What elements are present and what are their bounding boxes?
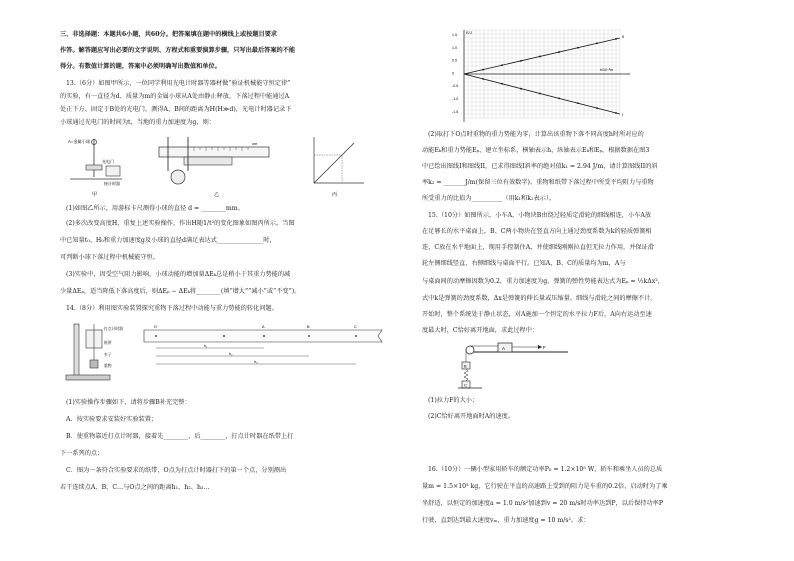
graph-line-i-label: I (622, 112, 624, 117)
q15-label-f: F (543, 345, 546, 350)
q15-sub1: (1)拉力F的大小； (428, 397, 479, 404)
q14-cont-line2: 动能Eₖ和重力势能Eₚ，建立坐标系，横轴表示h，纵轴表示Eₖ和Eₚ，根据数据在图3 (422, 147, 650, 154)
q14-step-a: A．按实验要求安装好实验装置； (66, 416, 158, 423)
q14-weight-label: 重物 (104, 364, 112, 368)
q14-pt-b: B (307, 325, 310, 329)
section-header-line1: 三、非选择题：本题共6小题，共60分。把答案填在题中的横线上或按题目要求 (60, 31, 278, 38)
q14-h2: h₂ (229, 352, 233, 356)
q13-line1: 13.（6分）如图甲所示，一位同学利用光电计时器等器材做“验证机械能守恒定律” (66, 80, 291, 87)
graph-data-point (615, 38, 617, 40)
graph-y-tick-label: 1.5 (452, 33, 457, 37)
right-column (422, 0, 760, 561)
graph-y-label: E/J (466, 30, 472, 35)
graph-y-ticks (452, 33, 458, 114)
q13-line3: 处正下方、固定于B处的光电门，测得A、B间的距离为H(H≫d)，光电计时器记录下 (60, 106, 292, 113)
q14-cont-line1: (2)取打下O点时重物的重力势能为零，计算出该重物下落不同高度h时所对应的 (428, 131, 644, 138)
q13-fig-jia (68, 138, 122, 198)
q15-line5: 与桌面间的动摩擦因数为0.2，重力加速度为g，弹簧的弹性势能表达式为Eₚ = ½kΔx²， (422, 278, 664, 285)
graph-data-point (482, 69, 484, 71)
q16-line3: 坐舒适，以恒定的加速度a = 1.0 m/s²加速到v = 20 m/s时功率达到P，以后保持功率P (422, 500, 664, 507)
graph-x-label: h/10⁻²m (600, 68, 614, 72)
graph-data-point (596, 107, 598, 109)
q14-tape (144, 325, 382, 364)
q13-gate-label: 光电门 (102, 159, 114, 164)
q14-step-intro: (1)实验操作步骤如下，请将步骤B补充完整： (66, 399, 191, 406)
q16-line1: 16.（10分）一辆小型家用轿车的额定功率P₀ = 1.2×10⁵ W，轿车和乘坐人员的总质 (428, 466, 663, 473)
graph-y-tick-label: -1.5 (452, 109, 459, 114)
q14-h3: h₃ (254, 360, 258, 364)
q13-sub2c: 可判断小球下落过程中机械能守恒。 (60, 254, 159, 261)
q13-ball-label: A○金属小球 (68, 139, 91, 144)
q14-step-c2: 若干连续点A、B、C…与O点之间的距离h₁、h₂、h₃… (60, 484, 210, 491)
graph-line-ii-label: II (622, 34, 625, 39)
q13-figure (64, 133, 374, 201)
q14-pt-a: A (262, 325, 265, 329)
q14-step-c1: C．图为一条符合实验要求的纸带，O点为打点计时器打下的第一个点，分别测出 (66, 467, 287, 474)
section-header-line2: 作答。解答题应写出必要的文字说明、方程式和重要演算步骤，只写出最后答案的不能 (60, 47, 296, 54)
graph-y-tick-label: -1.0 (452, 97, 459, 101)
q14-paper-label: 纸带 (104, 341, 112, 345)
section-header-line3: 得分。有数值计算的题，答案中必须明确写出数值和单位。 (60, 63, 221, 70)
q15-line7: 开始时，整个系统处于静止状态，对A施加一个恒定的水平拉力F后，A向右运动至速 (422, 311, 652, 318)
q14-apparatus (66, 324, 123, 380)
q15-label-a: A (502, 346, 506, 351)
q15-pulley (466, 346, 474, 354)
graph-data-point (482, 78, 484, 80)
q15-spring (464, 369, 468, 381)
q13-fig-bing-graph (314, 137, 364, 198)
graph-data-point (558, 51, 560, 53)
q14-line1: 14.（8分）利用图实验装置探究重物下落过程中动能与重力势能的转化问题。 (66, 305, 278, 312)
q15-line2: 在足够长的水平桌面上，B、C两小物块在竖直方向上通过劲度系数为k的轻质弹簧相 (422, 228, 652, 235)
q13-line4: 小球通过光电门的时间为t，当地的重力加速度为g，则： (60, 119, 215, 126)
q15-line8: 度最大时，C恰好离开地面，求此过程中： (422, 327, 539, 334)
q14-step-b2: 下一系列的点； (60, 450, 104, 457)
energy-graph (450, 26, 650, 126)
graph-data-point (539, 56, 541, 58)
graph-y-tick-label: -0.5 (452, 84, 459, 89)
q16-line4: 行驶，直到达到最大速度vₘ，重力加速度g = 10 m/s²。求： (422, 517, 590, 524)
graph-data-point (520, 60, 522, 62)
graph-data-point (558, 97, 560, 99)
q14-h1: h₁ (204, 344, 208, 348)
left-column (60, 0, 390, 561)
q14-cont-line5: 所受重力的比值为__________（用k₁和k₂表示）。 (422, 195, 556, 202)
q14-timer-label: 打点计时器 (104, 327, 123, 331)
graph-y-tick-label: 0.5 (452, 58, 457, 63)
graph-data-point (577, 102, 579, 104)
q13-sub3b: 少量ΔEₚ，适当降低下落高度后，则ΔEₚ − ΔEₖ将________(填“增大”“减小”或“不变”)。 (60, 288, 301, 295)
q15-sub2: (2)C恰好离开地面时A的速度。 (428, 413, 515, 420)
q13-fig-yi-caliper (159, 137, 269, 198)
q16-line2: 量m = 1.5×10³ kg，它行驶在平直的高速路上受到的阻力是车重的0.2倍，启动时为了乘 (422, 483, 668, 490)
q13-sub1: (1)如图乙所示，用游标卡尺测得小球的直径 d = ________mm。 (66, 205, 244, 212)
q15-line4: 轮左侧细线竖直、右侧细线与桌面平行。已知A、B、C的质量均为m，A与 (422, 260, 626, 267)
q13-sub2b: 中已知量t₀、H₀和重力加速度g及小球的直径d满足表达式_______________时， (60, 237, 276, 244)
graph-y-tick-label: 1.0 (452, 45, 457, 50)
graph-data-point (596, 42, 598, 44)
q14-pt-o: O (154, 325, 157, 329)
q13-line2: 的实验，有一直径为d、质量为m的金属小球从A处由静止释放，下落过程中能通过A (60, 93, 290, 100)
q13-yi-caption: 乙 (214, 192, 220, 198)
graph-data-point (520, 88, 522, 90)
q14-cont-line3: 中已绘出图线I和图线II，已求得图线I斜率的绝对值k₁ = 2.94 J/m，请计算图线II的斜 (422, 163, 658, 170)
q15-line6: 式中k是弹簧的劲度系数，Δx是弹簧的伸长量或压缩量。细线与滑轮之间的摩擦不计。 (422, 295, 657, 302)
q14-pt-c: C (354, 325, 357, 329)
q14-cont-line4: 率k₂ = _______J/m(保留三位有效数字)。重物和纸带下落过程中所受平均阻力与重物 (422, 179, 654, 186)
q15-figure (458, 340, 578, 395)
graph-data-point (539, 93, 541, 95)
q13-timer-label: 接计时器 (104, 181, 120, 186)
graph-data-point (501, 64, 503, 66)
graph-y-tick-label: 0 (452, 71, 454, 76)
graph-data-point (615, 112, 617, 114)
q15-label-b: B (464, 363, 467, 369)
q14-clip-label: 夹子 (104, 353, 112, 357)
q14-figure (64, 320, 384, 382)
q14-step-b1: B．使重物靠近打点计时器，接着先________，后________，打点计时器在纸带上打 (66, 433, 294, 440)
q15-line3: 连，C放在水平地面上，现用手控制住A，并使细线刚刚拉直但无拉力作用，并保证滑 (422, 244, 654, 251)
q13-bing-caption: 丙 (332, 192, 338, 198)
graph-data-point (577, 47, 579, 49)
q13-sub3a: (3)实验中，因受空气阻力影响，小球动能的增加量ΔEₖ总是稍小于其重力势能的减 (66, 271, 291, 278)
q13-jia-caption: 甲 (92, 192, 98, 198)
q15-label-c: C (464, 382, 467, 388)
q15-line1: 15.（10分）如图所示，小车A、小物块B由绕过轻质定滑轮的细线相连，小车A放 (428, 212, 652, 219)
q13-cm-label: cm (252, 141, 258, 146)
graph-data-point (501, 83, 503, 85)
q13-sub2a: (2)多次改变高度H，重复上述实验操作，作出H随1/t²的变化图象如图丙所示，当图 (66, 220, 295, 227)
